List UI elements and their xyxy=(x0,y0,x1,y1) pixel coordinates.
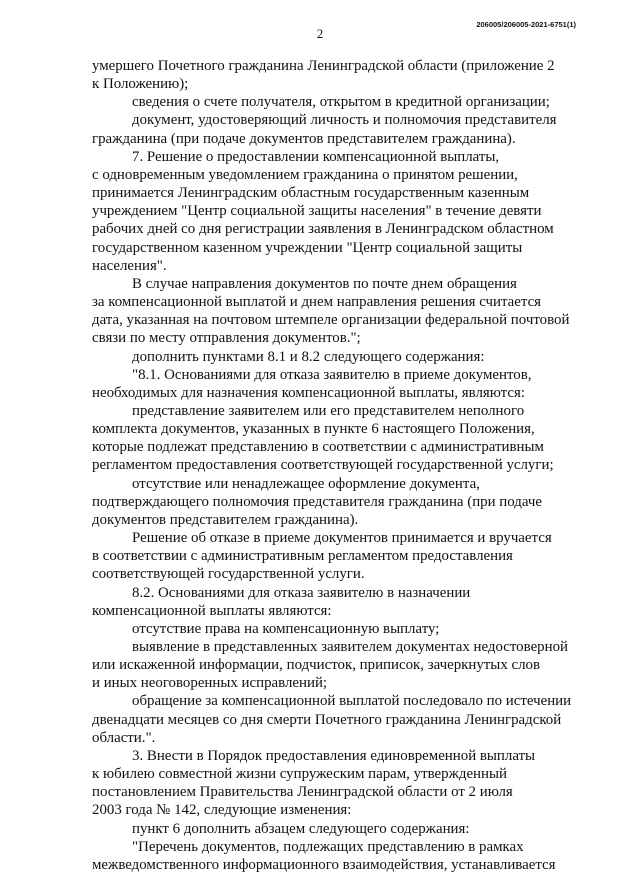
text-line: гражданина (при подаче документов представителем гражданина). xyxy=(92,130,516,147)
text-line: с одновременным уведомлением гражданина о принятом решении, xyxy=(92,166,518,183)
text-line: необходимых для назначения компенсационной выплаты, являются: xyxy=(92,384,525,401)
text-line: области.". xyxy=(92,729,156,746)
text-line: "8.1. Основаниями для отказа заявителю в приеме документов, xyxy=(132,366,532,383)
text-line: 7. Решение о предоставлении компенсационной выплаты, xyxy=(132,148,500,165)
text-line: к юбилею совместной жизни супружеским парам, утвержденный xyxy=(92,766,507,783)
text-line: двенадцати месяцев со дня смерти Почетного гражданина Ленинградской xyxy=(92,711,562,728)
text-line: комплекта документов, указанных в пункте 6 настоящего Положения, xyxy=(92,421,535,438)
text-line: межведомственного информационного взаимодействия, устанавливается xyxy=(92,856,556,873)
text-line: пункт 6 дополнить абзацем следующего содержания: xyxy=(132,820,470,837)
text-line: представление заявителем или его представителем неполного xyxy=(132,402,525,419)
text-line: которые подлежат представлению в соответствии с административным xyxy=(92,439,544,456)
text-line: 3. Внести в Порядок предоставления единовременной выплаты xyxy=(132,747,536,764)
text-line: и иных неоговоренных исправлений; xyxy=(92,675,328,692)
text-line: подтверждающего полномочия представителя гражданина (при подаче xyxy=(92,493,542,510)
page-number: 2 xyxy=(316,26,324,41)
text-line: компенсационной выплаты являются: xyxy=(92,602,332,619)
text-line: учреждением "Центр социальной защиты населения" в течение девяти xyxy=(92,203,542,220)
text-line: "Перечень документов, подлежащих представлению в рамках xyxy=(132,838,524,855)
text-line: или искаженной информации, подчисток, приписок, зачеркнутых слов xyxy=(92,657,540,674)
text-line: постановлением Правительства Ленинградской области от 2 июля xyxy=(92,784,513,801)
text-line: рабочих дней со дня регистрации заявления в Ленинградском областном xyxy=(92,221,554,238)
text-line: 8.2. Основаниями для отказа заявителю в назначении xyxy=(132,584,471,601)
text-line: связи по месту отправления документов."; xyxy=(92,330,361,347)
text-line: 2003 года № 142, следующие изменения: xyxy=(92,802,352,819)
text-line: сведения о счете получателя, открытом в кредитной организации; xyxy=(132,94,550,111)
text-line: обращение за компенсационной выплатой последовало по истечении xyxy=(132,693,572,710)
text-line: выявление в представленных заявителем документах недостоверной xyxy=(132,639,569,655)
text-line: документ, удостоверяющий личность и полномочия представителя xyxy=(132,112,557,129)
text-line: умершего Почетного гражданина Ленинградской области (приложение 2 xyxy=(92,58,555,74)
text-line: отсутствие или ненадлежащее оформление документа, xyxy=(132,475,480,492)
text-line: принимается Ленинградским областным государственным казенным xyxy=(92,185,530,202)
text-line: В случае направления документов по почте днем обращения xyxy=(132,275,517,292)
text-line: дата, указанная на почтовом штемпеле организации федеральной почтовой xyxy=(92,312,570,329)
text-line: к Положению); xyxy=(92,76,189,93)
text-line: документов представителем гражданина). xyxy=(92,511,359,528)
body-text xyxy=(92,57,606,874)
text-line: в соответствии с административным регламентом предоставления xyxy=(92,548,513,565)
text-line: Решение об отказе в приеме документов принимается и вручается xyxy=(132,530,552,547)
text-line: государственном казенном учреждении "Центр социальной защиты xyxy=(92,239,523,256)
text-line: отсутствие права на компенсационную выплату; xyxy=(132,620,440,637)
text-line: соответствующей государственной услуги. xyxy=(92,566,365,583)
text-line: регламентом предоставления соответствующей государственной услуги; xyxy=(92,457,554,474)
text-line: населения". xyxy=(92,257,167,274)
text-line: за компенсационной выплатой и днем направления решения считается xyxy=(92,294,542,311)
text-line: дополнить пунктами 8.1 и 8.2 следующего содержания: xyxy=(132,348,485,365)
document-id: 206005/206005-2021-6751(1) xyxy=(476,20,576,29)
